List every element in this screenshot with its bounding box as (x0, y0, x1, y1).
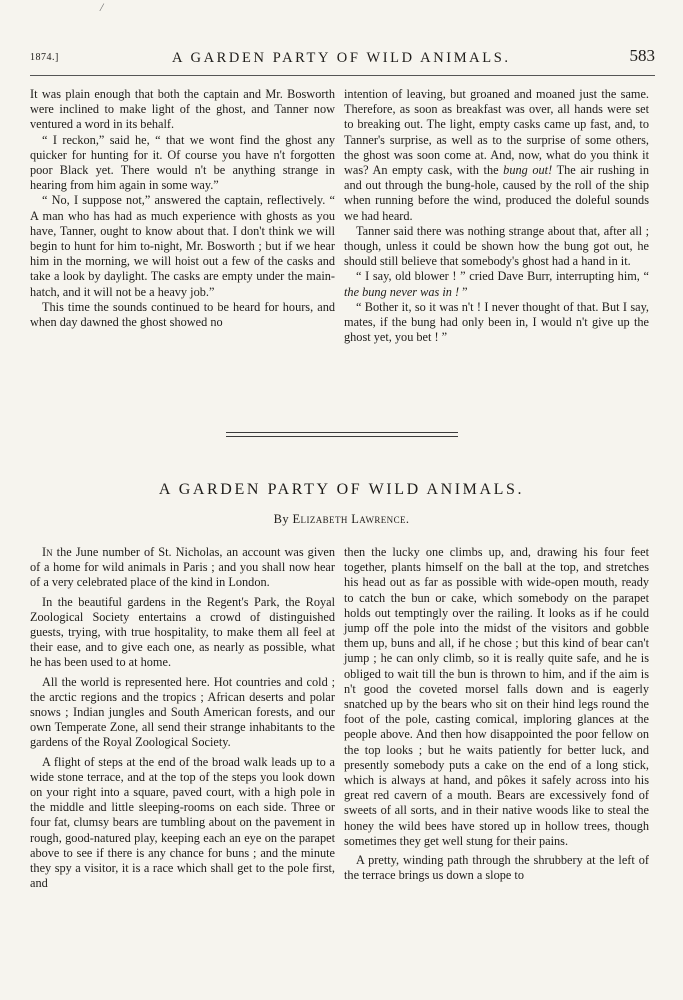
paragraph: “ I reckon,” said he, “ that we wont find the ghost any quicker for hunting for it. Of course you have n't forgotten poor Black yet. There would n't be anything strange in hearing from him again in some way.” (30, 132, 335, 193)
header-rule (30, 75, 655, 76)
paragraph: then the lucky one climbs up, and, drawing his four feet together, plants himself on the ball at the top, and stretches his head out as far as possible with wide-open mouth, ready to catch the bun or cake, which somebody on the parapet holds out temptingly over the railing. It looks as if he could jump off the pole into the midst of the visitors and gobble them up, buns and all, if he chose ; but this kind of bear can't jump ; he can only climb, so it is really quite safe, and he is obliged to wait till the bun is thrown to him, and if the aim is n't good the coveted morsel falls down and is eagerly snatched up by the bears who sit on their hind legs round the foot of the pole, casting comical, imploring glances at the people above. And then how disappointed the poor fellow on the top looks ; but he waits patiently for better luck, and presently somebody puts a cake on the end of a long stick, which is always at hand, and pôkes it safely across into his great red cavern of a mouth. Bears are excessively fond of sweets of all sorts, and in their native woods like to steal the honey the wild bees have stored up in hollow trees, though sometimes they get well stung for their pains. (344, 545, 649, 848)
section-divider-rule (226, 432, 458, 433)
text-run: the June number of St. Nicholas, an account was given of a home for wild animals in Paris ; and you shall now hear of a very celebrated place of the kind in London. (30, 545, 335, 590)
italic-run: the bung never was in ! (344, 284, 460, 299)
paragraph: “ No, I suppose not,” answered the captain, reflectively. “ A man who has had as much experience with ghosts as you have, Tanner, ought to know about that. I don't think we will begin to hunt for him to-night, Mr. Bosworth ; but if we hear him in the morning, we will hoist out a few of the casks and take a look by daylight. The casks are empty under the main-hatch, and it will not be a heavy job.” (30, 193, 335, 299)
text-run: intention of leaving, but groaned and moaned just the same. Therefore, as soon as breakfast was over, all hands were set to breaking out. The light, empty casks came up fast, and, to Tanner's surprise, as well as to the surprise of some others, the ghost was soon come at. And, now, what do you think it was? An empty cask, with the (344, 87, 649, 178)
margin-pencil-mark: / (100, 0, 104, 14)
paragraph: This time the sounds continued to be heard for hours, and when day dawned the ghost showed no (30, 299, 335, 330)
header-running-title: A GARDEN PARTY OF WILD ANIMALS. (172, 50, 511, 66)
paragraph: It was plain enough that both the captain and Mr. Bosworth were inclined to make light of the ghost, and Tanner now ventured a word in its behalf. (30, 87, 335, 132)
byline (0, 512, 683, 527)
text-run: ” (459, 284, 468, 299)
running-header (30, 46, 655, 70)
byline-prefix: By (273, 512, 289, 526)
top-right-column (344, 87, 649, 345)
article-left-column (30, 545, 335, 891)
header-year: 1874.] (30, 52, 59, 63)
paragraph: A pretty, winding path through the shrubbery at the left of the terrace brings us down a slope to (344, 853, 649, 883)
text-run: The air rushing in and out through the bung-hole, caused by the roll of the ship when running before the wind, produced the doleful sounds we had heard. (344, 163, 649, 223)
opening-small-caps: In (42, 545, 53, 559)
text-run: “ I say, old blower ! ” cried Dave Burr, interrupting him, “ (356, 269, 649, 284)
article-title: A GARDEN PARTY OF WILD ANIMALS. (158, 481, 525, 498)
paragraph: A flight of steps at the end of the broad walk leads up to a wide stone terrace, and at the top of the steps you look down on your right into a square, paved court, with a high pole in the middle and little sleeping-rooms on each side. Three or four fat, clumsy bears are tumbling about on the pavement in rough, good-natured play, keeping each an eye on the parapet above to see if there is any chance for buns ; and the minute they spy a visitor, it is a race which shall get to the pole first, and (30, 754, 335, 891)
byline-author: Elizabeth Lawrence. (292, 512, 410, 526)
paragraph (30, 545, 335, 591)
paragraph: All the world is represented here. Hot countries and cold ; the arctic regions and the tropics ; African deserts and polar snows ; Indian jungles and South American forests, and our own Temperate Zone, all send their strange inhabitants to the gardens of the Royal Zoological Society. (30, 674, 335, 750)
paragraph (344, 87, 649, 224)
italic-run: bung out! (503, 163, 553, 178)
paragraph: Tanner said there was nothing strange about that, after all ; though, unless it could be shown how the bung got out, he should still believe that somebody's ghost had a hand in it. (344, 223, 649, 269)
section-divider-rule (226, 436, 458, 437)
paragraph (344, 269, 649, 299)
page-number: 583 (629, 46, 655, 65)
top-left-column (30, 87, 335, 330)
article-right-column (344, 545, 649, 883)
paragraph: In the beautiful gardens in the Regent's Park, the Royal Zoological Society entertains a crowd of distinguished guests, trying, with true hospitality, to make them all feel at their ease, and to give each one, as nearly as possible, what he has been used to at home. (30, 594, 335, 670)
paragraph: “ Bother it, so it was n't ! I never thought of that. But I say, mates, if the bung had only been in, I would n't give up the ghost yet, you bet ! ” (344, 299, 649, 345)
